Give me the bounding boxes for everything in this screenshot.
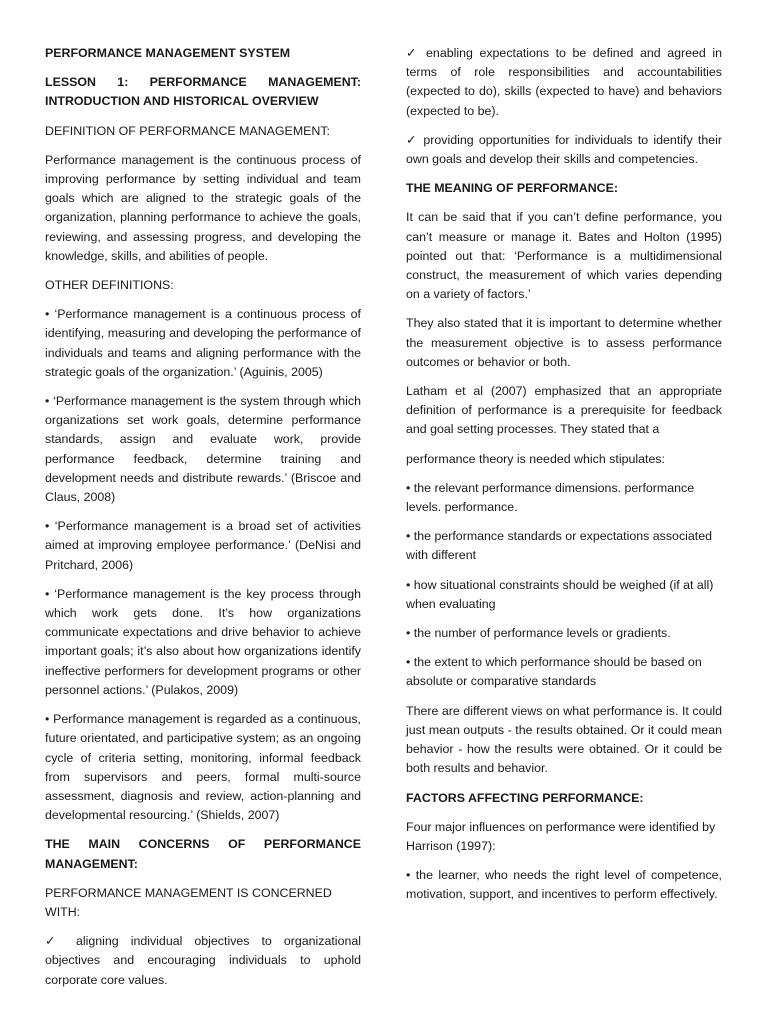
meaning-paragraph: Latham et al (2007) emphasized that an appropriate definition of performance is a prerequisite for feedback and goal setting processes. They stated that a — [406, 384, 722, 437]
concern-item: ✓ enabling expectations to be defined and agreed in terms of role responsibilities and accountabilities (expected to do), skills (expected to have) and behaviors (expected to be). — [406, 46, 722, 118]
concern-item: ✓ aligning individual objectives to organizational objectives and encouraging individuals to uphold corporate core values. — [45, 934, 361, 987]
concern-item: ✓ providing opportunities for individuals to identify their own goals and develop their skills and competencies. — [406, 132, 722, 167]
right-column — [406, 44, 722, 915]
left-column — [45, 44, 361, 1000]
stipulation-item: • the relevant performance dimensions. performance levels. performance. — [406, 480, 695, 515]
meaning-paragraph: It can be said that if you can’t define performance, you can’t measure or manage it. Bates and Holton (1995) pointed out that: ‘Performance is a multidimensional construct, the measurement of which varies depending on a variety of factors.’ — [406, 210, 722, 302]
meaning-heading: THE MEANING OF PERFORMANCE: — [406, 181, 619, 196]
stipulation-item: • the number of performance levels or gradients. — [406, 626, 671, 641]
meaning-paragraph: They also stated that it is important to determine whether the measurement objective is to assess performance outcomes or behavior or both. — [406, 316, 722, 369]
factor-item: • the learner, who needs the right level of competence, motivation, support, and incentives to perform effectively. — [406, 868, 722, 902]
stipulation-item: • the performance standards or expectations associated with different — [406, 529, 713, 563]
definition-item: • Performance management is regarded as a continuous, future orientated, and participative system; as an ongoing cycle of criteria setting, monitoring, informal feedback from supervisors and peers, formal multi-source assessment, diagnosis and review, action-planning and developmental resourcing.’ (Shields, 2007) — [45, 712, 361, 823]
definition-heading: DEFINITION OF PERFORMANCE MANAGEMENT: — [45, 123, 330, 138]
definition-item: • ‘Performance management is the key process through which work gets done. It’s how organizations communicate expectations and drive behavior to achieve important goals; it’s also about how organizations identify ineffective performers for development programs or other personnel actions.’ (Pulakos, 2009) — [45, 586, 361, 697]
definition-item: • ‘Performance management is a continuous process of identifying, measuring and developing the performance of individuals and teams and aligning performance with the strategic goals of the organization.’ (Aguinis, 2005) — [45, 307, 361, 379]
views-paragraph: There are different views on what performance is. It could just mean outputs - the results obtained. Or it could mean behavior - how the results were obtained. Or it could be both results and behavior. — [406, 703, 722, 776]
factors-intro: Four major influences on performance were identified by Harrison (1997): — [406, 819, 716, 853]
definition-paragraph: Performance management is the continuous process of improving performance by setting individual and team goals which are aligned to the strategic goals of the organization, planning performance to achieve the goals, reviewing, and assessing progress, and developing the knowledge, skills, and abilities of people. — [45, 152, 361, 263]
definition-item: • ‘Performance management is a broad set of activities aimed at improving employee performance.’ (DeNisi and Pritchard, 2006) — [45, 519, 361, 572]
concerned-with-heading: PERFORMANCE MANAGEMENT IS CONCERNED WITH: — [45, 885, 332, 919]
lesson-heading: LESSON 1: PERFORMANCE MANAGEMENT: INTRODUCTION AND HISTORICAL OVERVIEW — [45, 75, 361, 109]
factors-heading: FACTORS AFFECTING PERFORMANCE: — [406, 790, 644, 805]
concerns-heading: THE MAIN CONCERNS OF PERFORMANCE MANAGEMENT: — [45, 837, 361, 871]
definition-item: • ‘Performance management is the system through which organizations set work goals, determine performance standards, assign and evaluate work, provide performance feedback, determine training and development needs and distribute rewards.’ (Briscoe and Claus, 2008) — [45, 394, 361, 505]
stipulation-item: • the extent to which performance should be based on absolute or comparative standards — [406, 655, 702, 689]
meaning-paragraph: performance theory is needed which stipulates: — [406, 451, 665, 466]
document-title: PERFORMANCE MANAGEMENT SYSTEM — [45, 46, 291, 60]
stipulation-item: • how situational constraints should be weighed (if at all) when evaluating — [406, 577, 714, 611]
other-definitions-heading: OTHER DEFINITIONS: — [45, 278, 174, 293]
